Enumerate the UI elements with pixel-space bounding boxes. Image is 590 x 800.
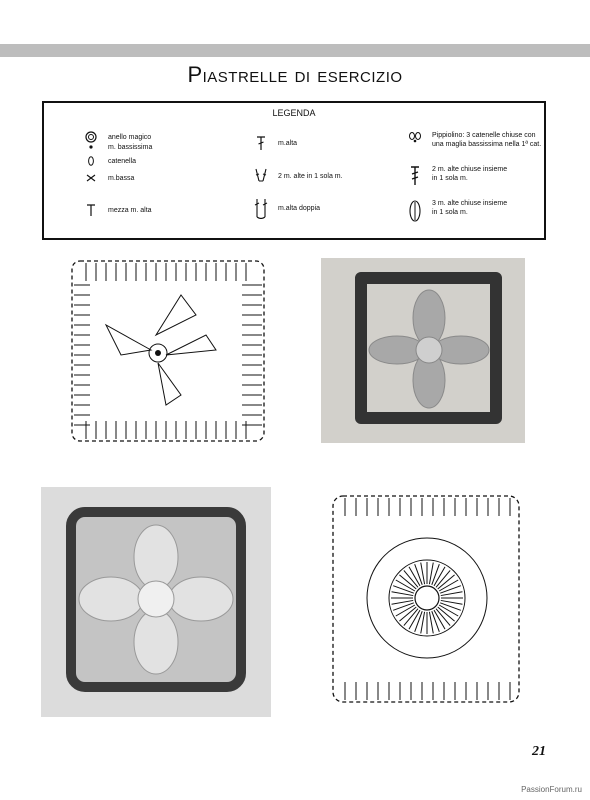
half-double-icon <box>80 203 102 217</box>
legend-item-dc3-cluster: 3 m. alte chiuse insieme in 1 sola m. <box>404 199 512 223</box>
legend-heading: LEGENDA <box>272 108 316 118</box>
watermark-text: PassionForum.ru <box>521 785 582 794</box>
legend-item-slip-stitch: m. bassissima <box>80 142 152 152</box>
chain-icon <box>80 155 102 167</box>
dc2-cluster-icon <box>404 165 426 187</box>
flower-petal-left <box>106 325 151 355</box>
legend-item-single-crochet: m.bassa <box>80 173 134 183</box>
page-number: 21 <box>532 744 546 759</box>
treble-icon <box>250 197 272 219</box>
legend-item-treble: m.alta doppia <box>250 197 320 219</box>
legend-item-dc2tog: 2 m. alte in 1 sola m. <box>250 167 343 185</box>
legend-item-double-crochet: m.alta <box>250 135 297 151</box>
legend-box <box>42 101 546 240</box>
slip-stitch-icon <box>80 142 102 152</box>
legend-item-magic-ring: anello magico <box>80 131 151 143</box>
dc3-cluster-icon <box>404 199 426 223</box>
picot-icon <box>404 131 426 143</box>
legend-item-half-double: mezza m. alta <box>80 203 152 217</box>
legend-item-dc2-cluster: 2 m. alte chiuse insieme in 1 sola m. <box>404 165 512 187</box>
dc2tog-icon <box>250 167 272 185</box>
legend-item-picot: Pippiolino: 3 catenelle chiuse con una maglia bassissima nella 1ª cat. <box>404 131 542 149</box>
single-crochet-icon <box>80 173 102 183</box>
flower-petal-right <box>166 335 216 355</box>
header-band <box>0 44 590 57</box>
flower-petal-top <box>156 295 196 335</box>
photo-square-2 <box>41 487 271 717</box>
flower-petal-bottom <box>158 363 181 405</box>
page-title: Piastrelle di esercizio <box>187 62 403 87</box>
legend-item-chain: catenella <box>80 155 136 167</box>
double-crochet-icon <box>250 135 272 151</box>
crochet-diagram-square-2 <box>327 490 527 710</box>
crochet-diagram-square-1 <box>66 255 271 447</box>
photo-square-1 <box>321 258 525 443</box>
